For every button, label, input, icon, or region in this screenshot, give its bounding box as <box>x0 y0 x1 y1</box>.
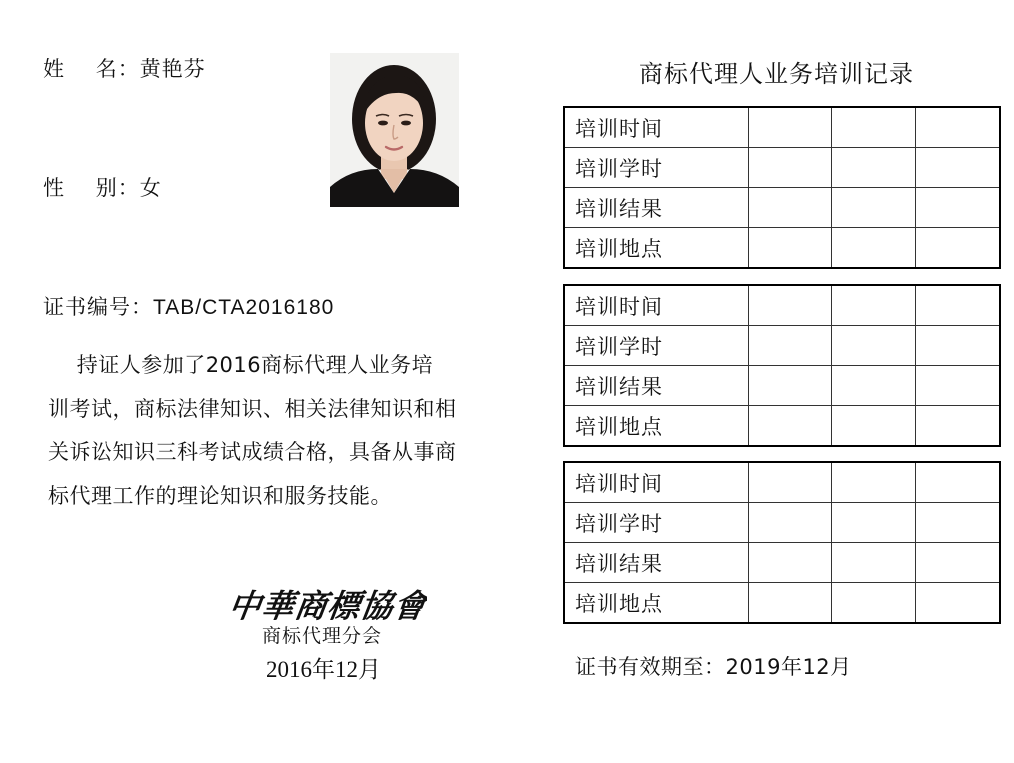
row-label: 培训学时 <box>564 148 748 188</box>
blank-cell <box>748 228 832 269</box>
table-row <box>564 406 1000 447</box>
table-row <box>564 285 1000 326</box>
blank-cell <box>916 285 1000 326</box>
blank-cell <box>832 148 916 188</box>
blank-cell <box>748 543 832 583</box>
table-row <box>564 543 1000 583</box>
issuer-branch: 商标代理分会 <box>262 625 383 647</box>
row-label: 培训地点 <box>564 406 748 447</box>
row-label: 培训结果 <box>564 366 748 406</box>
blank-cell <box>748 583 832 624</box>
table-row <box>564 326 1000 366</box>
statement-line: 训考试，商标法律知识、相关法律知识和相 <box>48 396 457 421</box>
training-record-table-1 <box>563 106 1001 269</box>
blank-cell <box>832 285 916 326</box>
blank-cell <box>832 188 916 228</box>
blank-cell <box>916 228 1000 269</box>
blank-cell <box>748 107 832 148</box>
table-row <box>564 503 1000 543</box>
blank-cell <box>916 462 1000 503</box>
blank-cell <box>748 406 832 447</box>
name-label: 姓 名： <box>43 57 140 81</box>
validity-label: 证书有效期至： <box>575 655 726 679</box>
blank-cell <box>916 406 1000 447</box>
row-label: 培训结果 <box>564 543 748 583</box>
table-row <box>564 148 1000 188</box>
certificate-number-field <box>43 291 334 321</box>
blank-cell <box>916 326 1000 366</box>
blank-cell <box>832 326 916 366</box>
record-title: 商标代理人业务培训记录 <box>639 60 914 88</box>
training-record-table-3 <box>563 461 1001 624</box>
blank-cell <box>832 366 916 406</box>
blank-cell <box>832 406 916 447</box>
certificate-number-label: 证书编号： <box>43 295 153 319</box>
blank-cell <box>832 462 916 503</box>
blank-cell <box>748 503 832 543</box>
row-label: 培训结果 <box>564 188 748 228</box>
row-label: 培训学时 <box>564 503 748 543</box>
blank-cell <box>832 228 916 269</box>
row-label: 培训时间 <box>564 462 748 503</box>
blank-cell <box>832 107 916 148</box>
table-row <box>564 188 1000 228</box>
statement-line: 持证人参加了2016商标代理人业务培 <box>48 353 434 377</box>
name-field <box>43 53 206 83</box>
table-row <box>564 462 1000 503</box>
blank-cell <box>832 543 916 583</box>
blank-cell <box>748 188 832 228</box>
statement-paragraph <box>48 344 488 518</box>
training-record-table-2 <box>563 284 1001 447</box>
table-row <box>564 107 1000 148</box>
blank-cell <box>748 285 832 326</box>
holder-photo <box>330 53 459 207</box>
issue-date: 2016年12月 <box>266 657 381 682</box>
validity-date: 2019年12月 <box>725 655 852 679</box>
row-label: 培训地点 <box>564 228 748 269</box>
table-row <box>564 228 1000 269</box>
name-value: 黄艳芬 <box>139 57 206 81</box>
gender-value: 女 <box>139 176 162 200</box>
blank-cell <box>748 148 832 188</box>
gender-label: 性 别： <box>43 176 140 200</box>
blank-cell <box>748 462 832 503</box>
blank-cell <box>916 583 1000 624</box>
certificate-number-value: TAB/CTA2016180 <box>153 296 335 319</box>
blank-cell <box>748 326 832 366</box>
table-row <box>564 583 1000 624</box>
blank-cell <box>916 188 1000 228</box>
blank-cell <box>748 366 832 406</box>
row-label: 培训地点 <box>564 583 748 624</box>
blank-cell <box>832 583 916 624</box>
validity-field <box>575 651 852 681</box>
table-row <box>564 366 1000 406</box>
statement-line: 标代理工作的理论知识和服务技能。 <box>48 483 392 508</box>
calligraphy-text: 中華商標協會 <box>232 587 427 625</box>
blank-cell <box>916 543 1000 583</box>
row-label: 培训时间 <box>564 285 748 326</box>
gender-field <box>43 172 162 202</box>
blank-cell <box>916 366 1000 406</box>
statement-line: 关诉讼知识三科考试成绩合格，具备从事商 <box>48 440 457 464</box>
blank-cell <box>832 503 916 543</box>
blank-cell <box>916 503 1000 543</box>
row-label: 培训学时 <box>564 326 748 366</box>
row-label: 培训时间 <box>564 107 748 148</box>
blank-cell <box>916 148 1000 188</box>
blank-cell <box>916 107 1000 148</box>
